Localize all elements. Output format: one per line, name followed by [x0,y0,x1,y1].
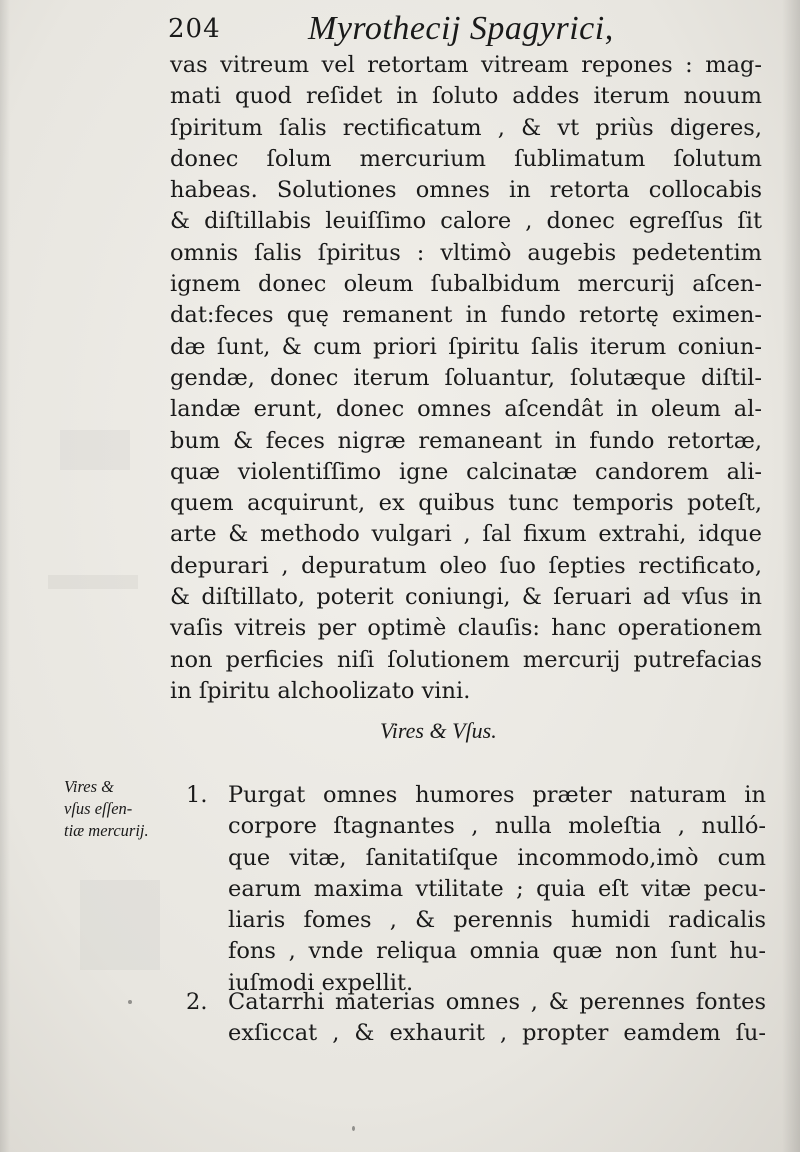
list-item [186,780,766,1000]
text-line: quem acquirunt, ex quibus tunc temporis poteſt, [170,490,762,517]
item-number: 1. [186,782,208,808]
show-through-smudge [60,430,130,470]
text-line: vas vitreum vel retortam vitream repones : mag- [170,52,762,78]
ink-speck [128,1000,132,1004]
text-line: donec ſolum mercurium ſublimatum ſolutum [170,145,762,172]
ink-speck [352,1126,355,1131]
text-line: ſpiritum ſalis rectificatum , & vt priùs digeres, [170,114,762,141]
running-title: Myrothecij Spagyrici, [308,10,614,47]
text-line: liaris fomes , & perennis humidi radicalis [228,907,766,934]
page-number: 204 [168,14,221,44]
text-line: non perficies niſi ſolutionem mercurij putrefacias [170,646,762,673]
item-number: 2. [186,989,208,1015]
text-line: omnis ſalis ſpiritus : vltimò augebis pedetentim [170,239,762,266]
page-header [168,8,768,54]
text-line: quæ violentiſſimo igne calcinatæ candorem ali- [170,458,762,485]
text-line: fons , vnde reliqua omnia quæ non ſunt hu- [228,938,766,965]
text-line: iuſmodi expellit. [228,969,414,996]
gutter-shadow [0,0,10,1152]
text-line: habeas. Solutiones omnes in retorta collocabis [170,177,762,204]
text-line: landæ erunt, donec omnes aſcendât in oleum al- [170,396,762,423]
section-heading: Vires & Vſus. [380,718,497,743]
text-line: Purgat omnes humores præter naturam in [228,782,766,808]
text-line: Catarrhi materias omnes , & perennes fontes [228,989,766,1015]
text-line: arte & methodo vulgari , ſal fixum extrahi, idque [170,521,762,548]
text-line: depurari , depuratum oleo ſuo ſepties rectificato, [170,552,762,579]
marginal-note [64,776,184,842]
show-through-smudge [80,880,160,970]
text-line: dat:feces quę remanent in fundo retortę eximen- [170,302,762,329]
text-line: ignem donec oleum ſubalbidum mercurij aſcen- [170,271,762,298]
text-line: exſiccat , & exhaurit , propter eamdem ſu- [228,1020,766,1047]
show-through-smudge [48,575,138,589]
item-text [228,780,766,999]
text-line: vaſis vitreis per optimè clauſis: hanc operationem [170,615,762,642]
marginal-note-line: Vires & [64,777,114,796]
list-item [186,987,766,1057]
item-text [228,987,766,1050]
text-line: corpore ſtagnantes , nulla moleſtia , nulló- [228,813,766,840]
body-paragraph [170,50,762,707]
text-line: & diſtillato, poterit coniungi, & ſeruari ad vſus in [170,584,762,611]
text-line: in ſpiritu alchoolizato vini. [170,677,471,704]
text-line: bum & feces nigræ remaneant in fundo retortæ, [170,427,762,454]
text-line: mati quod reſidet in ſoluto addes iterum nouum [170,83,762,110]
text-line: dæ ſunt, & cum priori ſpiritu ſalis iterum coniun- [170,333,762,360]
text-line: que vitæ, ſanitatiſque incommodo,imò cum [228,844,766,871]
marginal-note-line: tiæ mercurij. [64,821,149,840]
marginal-note-line: vſus eſſen- [64,799,133,818]
page-edge-shadow [782,0,800,1152]
text-line: gendæ, donec iterum ſoluantur, ſolutæque diſtil- [170,364,762,391]
text-line: & diſtillabis leuiſſimo calore , donec egreſſus ſit [170,208,762,235]
text-line: earum maxima vtilitate ; quia eſt vitæ pecu- [228,875,766,902]
